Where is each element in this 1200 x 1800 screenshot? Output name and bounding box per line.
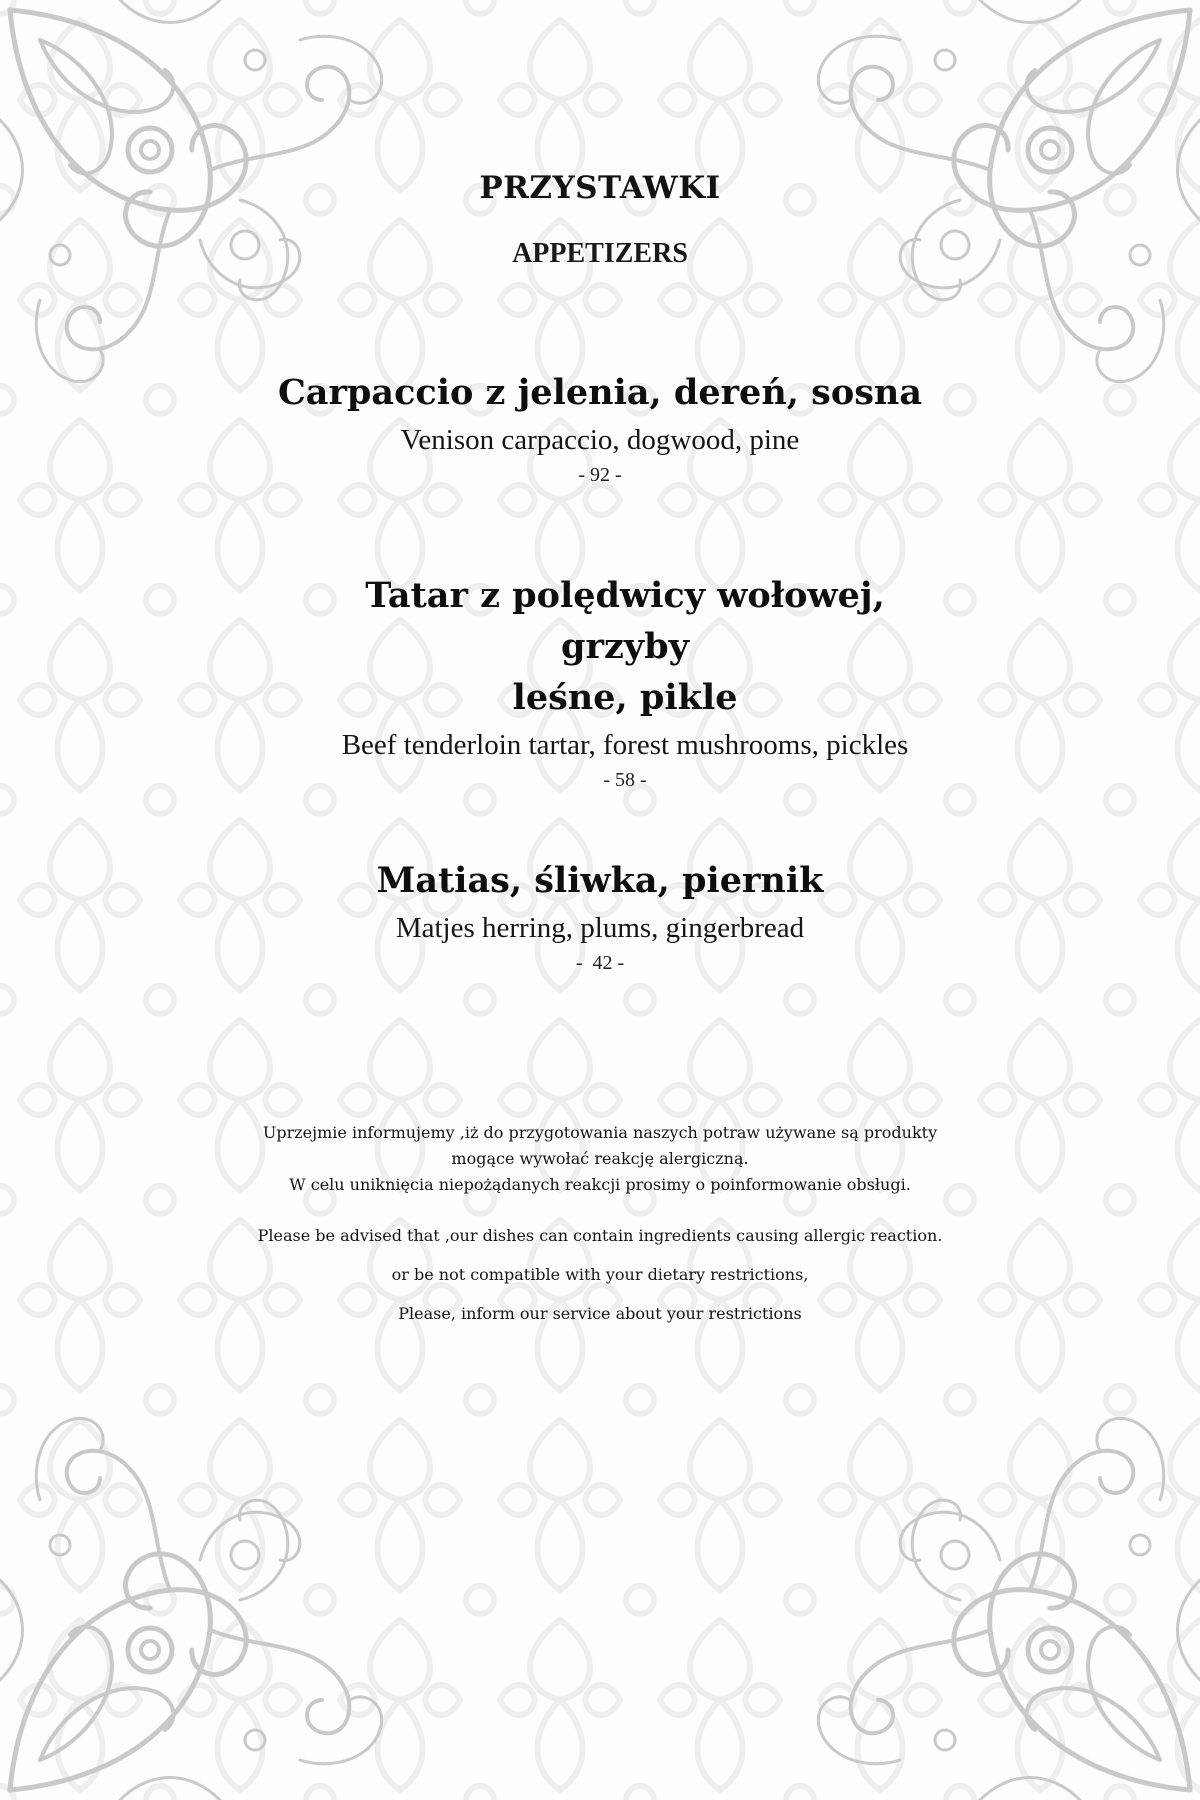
allergy-notice-en-line: or be not compatible with your dietary restrictions, <box>391 1265 809 1284</box>
allergy-notice-pl-line: mogące wywołać reakcję alergiczną. <box>451 1149 749 1168</box>
section-subtitle: APPETIZERS <box>512 238 688 269</box>
notice-spacer <box>200 1198 1000 1216</box>
dish-translation: Matjes herring, plums, gingerbread <box>395 912 805 944</box>
dish-name: Carpaccio z jelenia, dereń, sosna <box>277 372 923 413</box>
allergy-notice <box>200 1120 1000 1333</box>
dish-translation: Beef tenderloin tartar, forest mushrooms, pickles <box>341 729 909 761</box>
dish-price: - 92 - <box>578 464 622 486</box>
dish-price: - 42 - <box>575 952 625 974</box>
allergy-notice-en-line: Please, inform our service about your restrictions <box>398 1304 802 1323</box>
section-title: PRZYSTAWKI <box>479 170 721 206</box>
dish-price: - 58 - <box>603 769 647 791</box>
dish-name: Matias, śliwka, piernik <box>376 860 824 901</box>
allergy-notice-pl-line: Uprzejmie informujemy ,iż do przygotowania naszych potraw używane są produkty <box>262 1123 938 1142</box>
allergy-notice-pl-line: W celu uniknięcia niepożądanych reakcji prosimy o poinformowanie obsługi. <box>289 1175 911 1194</box>
dish-name-continued: leśne, pikle <box>512 677 738 718</box>
dish-item <box>300 570 950 793</box>
allergy-notice-en-line: Please be advised that ,our dishes can contain ingredients causing allergic reaction. <box>257 1226 943 1245</box>
dish-item <box>0 855 1200 976</box>
dish-translation: Venison carpaccio, dogwood, pine <box>400 424 800 456</box>
dish-name: Tatar z polędwicy wołowej, grzyby <box>365 575 885 667</box>
dish-item <box>0 367 1200 488</box>
